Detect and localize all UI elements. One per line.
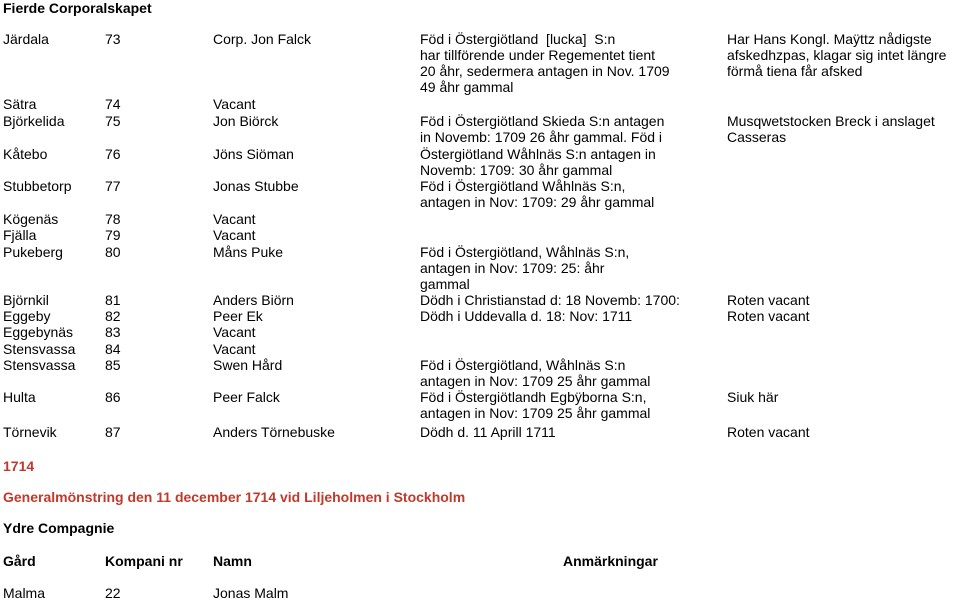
row-farm: Stensvassa <box>3 341 76 357</box>
row-number: 22 <box>105 585 121 601</box>
row-farm: Björkelida <box>3 113 65 129</box>
row-info: Föd i Östergiötland Skieda S:n antagen in Novemb: 1709 26 åhr gammal. Föd i <box>420 113 665 145</box>
row-info: Östergiötland Wåhlnäs S:n antagen in Novemb: 1709: 30 åhr gammal <box>420 146 656 178</box>
row-name: Corp. Jon Falck <box>213 31 312 47</box>
row-info: Dödh i Christianstad d: 18 Novemb: 1700: <box>420 292 680 308</box>
row-number: 79 <box>105 227 121 243</box>
row-number: 75 <box>105 113 121 129</box>
column-header-notes: Anmärkningar <box>563 553 658 569</box>
row-number: 80 <box>105 244 121 260</box>
row-name: Anders Törnebuske <box>213 424 335 440</box>
row-name: Jonas Stubbe <box>213 178 299 194</box>
row-farm: Fjälla <box>3 227 37 243</box>
row-notes: Roten vacant <box>727 424 810 440</box>
row-info: Föd i Östergiötland Wåhlnäs S:n, antagen in Nov: 1709: 29 åhr gammal <box>420 178 655 210</box>
row-name: Vacant <box>213 324 256 340</box>
row-name: Swen Hård <box>213 357 283 373</box>
row-number: 86 <box>105 389 121 405</box>
row-name: Jon Biörck <box>213 113 279 129</box>
row-number: 78 <box>105 211 121 227</box>
row-name: Vacant <box>213 211 256 227</box>
row-name: Måns Puke <box>213 244 284 260</box>
row-farm: Hulta <box>3 389 36 405</box>
row-number: 73 <box>105 31 121 47</box>
company-heading: Ydre Compagnie <box>3 520 115 536</box>
row-number: 84 <box>105 341 121 357</box>
year-heading: 1714 <box>3 458 35 474</box>
row-notes: Musqwetstocken Breck i anslaget Casseras <box>727 113 935 145</box>
row-number: 74 <box>105 96 121 112</box>
row-number: 85 <box>105 357 121 373</box>
row-number: 83 <box>105 324 121 340</box>
row-farm: Stubbetorp <box>3 178 72 194</box>
row-farm: Eggeby <box>3 308 51 324</box>
row-name: Vacant <box>213 96 256 112</box>
event-heading: Generalmönstring den 11 december 1714 vid Liljeholmen i Stockholm <box>3 489 466 505</box>
row-info: Föd i Östergiötland, Wåhlnäs S:n, antagen in Nov: 1709: 25: åhr gammal <box>420 244 630 292</box>
row-notes: Roten vacant <box>727 308 810 324</box>
row-name: Jonas Malm <box>213 585 289 601</box>
row-farm: Kögenäs <box>3 211 59 227</box>
column-header-farm: Gård <box>3 553 36 569</box>
row-farm: Eggebynäs <box>3 324 74 340</box>
row-number: 77 <box>105 178 121 194</box>
row-name: Peer Ek <box>213 308 263 324</box>
row-notes: Roten vacant <box>727 292 810 308</box>
section-title: Fierde Corporalskapet <box>3 0 152 16</box>
row-farm: Stensvassa <box>3 357 76 373</box>
row-farm: Pukeberg <box>3 244 63 260</box>
row-farm: Malma <box>3 585 46 601</box>
row-farm: Björnkil <box>3 292 49 308</box>
row-farm: Sätra <box>3 96 37 112</box>
row-info: Dödh i Uddevalla d. 18: Nov: 1711 <box>420 308 633 324</box>
row-farm: Järdala <box>3 31 49 47</box>
row-info: Föd i Östergiötland, Wåhlnäs S:n antagen in Nov: 1709 25 åhr gammal <box>420 357 651 389</box>
row-name: Vacant <box>213 341 256 357</box>
column-header-name: Namn <box>213 553 252 569</box>
row-number: 81 <box>105 292 121 308</box>
column-header-company-nr: Kompani nr <box>105 553 183 569</box>
row-notes: Siuk här <box>727 389 779 405</box>
row-number: 82 <box>105 308 121 324</box>
row-name: Jöns Siöman <box>213 146 294 162</box>
row-farm: Törnevik <box>3 424 57 440</box>
row-info: Dödh d. 11 Aprill 1711 <box>420 424 556 440</box>
row-info: Föd i Östergiötlandh Egbÿborna S:n, antagen in Nov: 1709 25 åhr gammal <box>420 389 651 421</box>
row-name: Peer Falck <box>213 389 280 405</box>
row-farm: Kåtebo <box>3 146 48 162</box>
row-info: Föd i Östergiötland [lucka] S:n har tillförende under Regementet tient 20 åhr, sedermera antagen in Nov. 1709 49 åhr gammal <box>420 31 670 95</box>
row-name: Anders Biörn <box>213 292 294 308</box>
row-name: Vacant <box>213 227 256 243</box>
row-notes: Har Hans Kongl. Maÿttz nådigste afskedhzpas, klagar sig intet längre förmå tiena får afsked <box>727 31 947 79</box>
row-number: 76 <box>105 146 121 162</box>
row-number: 87 <box>105 424 121 440</box>
